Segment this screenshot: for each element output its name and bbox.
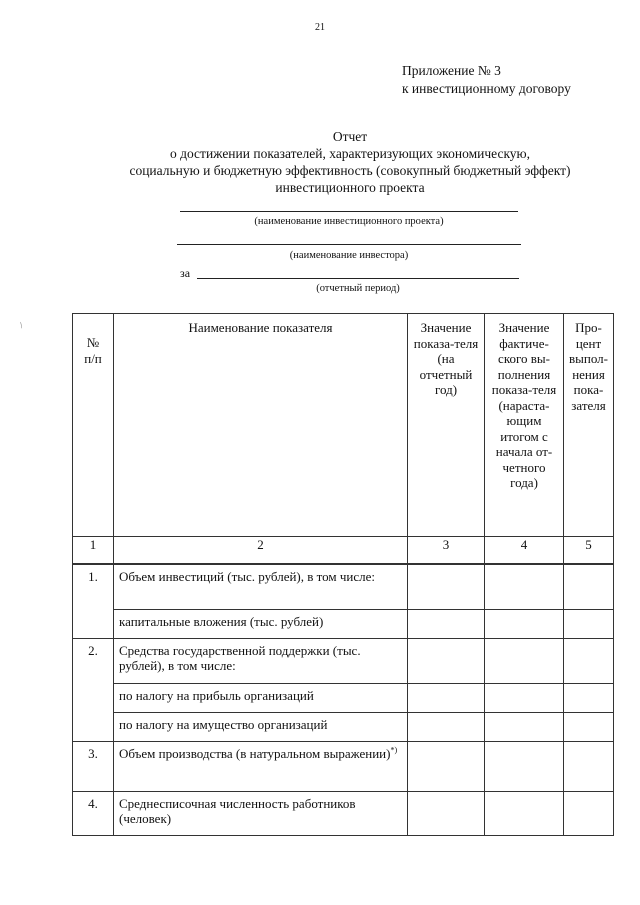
indicator-name-text: Объем производства (в натуральном выражении) xyxy=(119,745,391,761)
row-number: 3. xyxy=(73,741,114,791)
planned-value-cell[interactable] xyxy=(408,741,485,791)
appendix-line-1: Приложение № 3 xyxy=(402,63,501,78)
percent-cell[interactable] xyxy=(564,791,614,835)
header-completion-percent: Про-цент выпол-нения пока-зателя xyxy=(564,314,614,537)
table-row xyxy=(73,564,614,609)
page-number: 21 xyxy=(315,22,325,33)
title-line-4: инвестиционного проекта xyxy=(275,180,425,195)
investor-name-line[interactable] xyxy=(177,244,521,245)
actual-value-cell[interactable] xyxy=(485,609,564,638)
indicator-name: Средства государственной поддержки (тыс. рублей), в том числе: xyxy=(114,638,408,683)
actual-value-cell[interactable] xyxy=(485,712,564,741)
title-line-3: социальную и бюджетную эффективность (совокупный бюджетный эффект) xyxy=(129,163,571,178)
planned-value-cell[interactable] xyxy=(408,638,485,683)
reporting-period-line[interactable] xyxy=(197,278,519,279)
column-number: 4 xyxy=(485,537,564,565)
actual-value-cell[interactable] xyxy=(485,791,564,835)
percent-cell[interactable] xyxy=(564,638,614,683)
row-number: 2. xyxy=(73,638,114,741)
percent-cell[interactable] xyxy=(564,564,614,609)
percent-cell[interactable] xyxy=(564,683,614,712)
appendix-note xyxy=(402,62,571,98)
table-row xyxy=(73,712,614,741)
actual-value-cell[interactable] xyxy=(485,741,564,791)
indicator-name: по налогу на прибыль организаций xyxy=(114,683,408,712)
footnote-mark: *) xyxy=(390,745,398,755)
title-line-2: о достижении показателей, характеризующих экономическую, xyxy=(169,146,531,161)
actual-value-cell[interactable] xyxy=(485,638,564,683)
period-prefix: за xyxy=(180,266,191,280)
table-row xyxy=(73,683,614,712)
planned-value-cell[interactable] xyxy=(408,791,485,835)
column-numbers-row xyxy=(73,537,614,565)
column-number: 1 xyxy=(73,537,114,565)
percent-cell[interactable] xyxy=(564,609,614,638)
planned-value-cell[interactable] xyxy=(408,683,485,712)
header-planned-value: Значение показа-теля (на отчетный год) xyxy=(408,314,485,537)
project-name-line[interactable] xyxy=(180,211,518,212)
table-row xyxy=(73,609,614,638)
planned-value-cell[interactable] xyxy=(408,564,485,609)
investor-name-caption: (наименование инвестора) xyxy=(289,250,409,261)
column-number: 3 xyxy=(408,537,485,565)
planned-value-cell[interactable] xyxy=(408,712,485,741)
percent-cell[interactable] xyxy=(564,712,614,741)
column-number: 5 xyxy=(564,537,614,565)
report-title xyxy=(60,128,640,196)
header-row xyxy=(73,314,614,537)
column-number: 2 xyxy=(114,537,408,565)
indicator-name: по налогу на имущество организаций xyxy=(114,712,408,741)
row-number: 4. xyxy=(73,791,114,835)
indicator-name: Среднесписочная численность работников (человек) xyxy=(114,791,408,835)
header-number-line-1: № xyxy=(86,335,100,350)
margin-mark: / xyxy=(17,320,25,330)
percent-cell[interactable] xyxy=(564,741,614,791)
header-number xyxy=(73,314,114,537)
project-name-caption: (наименование инвестиционного проекта) xyxy=(254,216,444,227)
report-table xyxy=(72,313,614,836)
header-indicator-name: Наименование показателя xyxy=(114,314,408,537)
planned-value-cell[interactable] xyxy=(408,609,485,638)
row-number: 1. xyxy=(73,564,114,638)
actual-value-cell[interactable] xyxy=(485,683,564,712)
header-number-line-2: п/п xyxy=(84,350,102,366)
table-row xyxy=(73,741,614,791)
title-line-1: Отчет xyxy=(332,129,368,144)
header-actual-value: Значение фактиче-ского вы-полнения показа-теля (нараста-ющим итогом с начала от-четного года) xyxy=(485,314,564,537)
indicator-name xyxy=(114,741,408,791)
indicator-name: капитальные вложения (тыс. рублей) xyxy=(114,609,408,638)
indicator-name: Объем инвестиций (тыс. рублей), в том числе: xyxy=(114,564,408,609)
actual-value-cell[interactable] xyxy=(485,564,564,609)
appendix-line-2: к инвестиционному договору xyxy=(402,81,571,96)
table-row xyxy=(73,791,614,835)
reporting-period-caption: (отчетный период) xyxy=(316,283,400,294)
table-row xyxy=(73,638,614,683)
